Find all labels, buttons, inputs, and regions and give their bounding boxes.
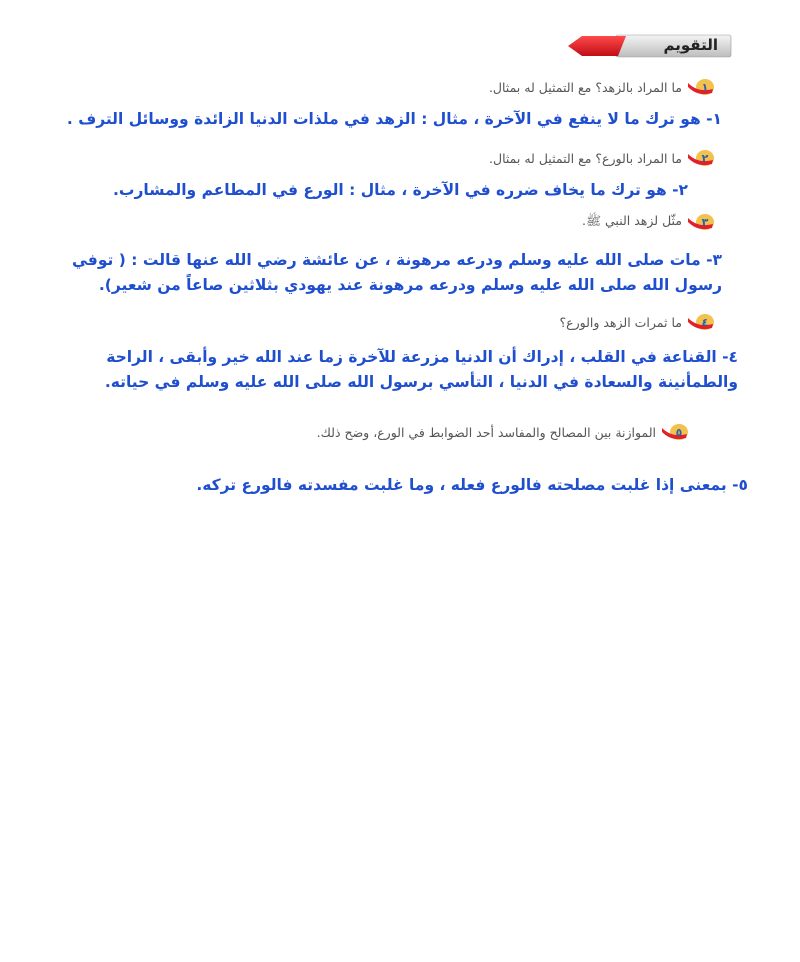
question-text: ما المراد بالورع؟ مع التمثيل له بمثال. bbox=[489, 150, 682, 166]
question-text: ما ثمرات الزهد والورع؟ bbox=[559, 314, 682, 330]
question-text: الموازنة بين المصالح والمفاسد أحد الضوابط في الورع، وضح ذلك. bbox=[316, 424, 656, 440]
question-3 bbox=[582, 212, 716, 232]
question-text: مثّل لزهد النبي ﷺ. bbox=[581, 212, 682, 228]
answer-4-line-2: والطمأنينة والسعادة في الدنيا ، التأسي برسول الله صلى الله عليه وسلم في حياته. bbox=[104, 373, 738, 391]
question-number-badge-icon bbox=[686, 148, 716, 168]
question-1 bbox=[489, 77, 716, 97]
svg-text:٣: ٣ bbox=[701, 216, 709, 229]
answer-4-line-1: ٤- القناعة في القلب ، إدراك أن الدنيا مزرعة للآخرة زما عند الله خير وأبقى ، الراحة bbox=[106, 348, 738, 366]
question-number-badge-icon bbox=[660, 422, 690, 442]
question-2 bbox=[489, 148, 716, 168]
section-banner bbox=[568, 34, 732, 58]
svg-text:٥: ٥ bbox=[675, 426, 683, 439]
svg-text:٤: ٤ bbox=[701, 316, 709, 329]
svg-text:٢: ٢ bbox=[701, 152, 709, 165]
svg-text:١: ١ bbox=[701, 81, 709, 94]
answer-3-line-2: رسول الله صلى الله عليه وسلم ودرعه مرهونة عند يهودي بثلاثين صاعاً من شعير). bbox=[98, 276, 722, 294]
question-text: ما المراد بالزهد؟ مع التمثيل له بمثال. bbox=[488, 79, 682, 95]
section-title: التقويم bbox=[663, 36, 718, 54]
question-number-badge-icon bbox=[686, 77, 716, 97]
question-5 bbox=[317, 422, 690, 442]
answer-2: ٢- هو ترك ما يخاف ضرره في الآخرة ، مثال : الورع في المطاعم والمشارب. bbox=[113, 181, 688, 199]
answer-1: ١- هو ترك ما لا ينفع في الآخرة ، مثال : الزهد في ملذات الدنيا الزائدة ووسائل الترف . bbox=[66, 110, 722, 128]
question-4 bbox=[559, 312, 716, 332]
question-number-badge-icon bbox=[686, 312, 716, 332]
question-number-badge-icon bbox=[686, 212, 716, 232]
answer-5: ٥- بمعنى إذا غلبت مصلحته فالورع فعله ، وما غلبت مفسدته فالورع تركه. bbox=[196, 476, 748, 494]
answer-3-line-1: ٣- مات صلى الله عليه وسلم ودرعه مرهونة ، عن عائشة رضي الله عنها قالت : ( توفي bbox=[72, 251, 722, 269]
